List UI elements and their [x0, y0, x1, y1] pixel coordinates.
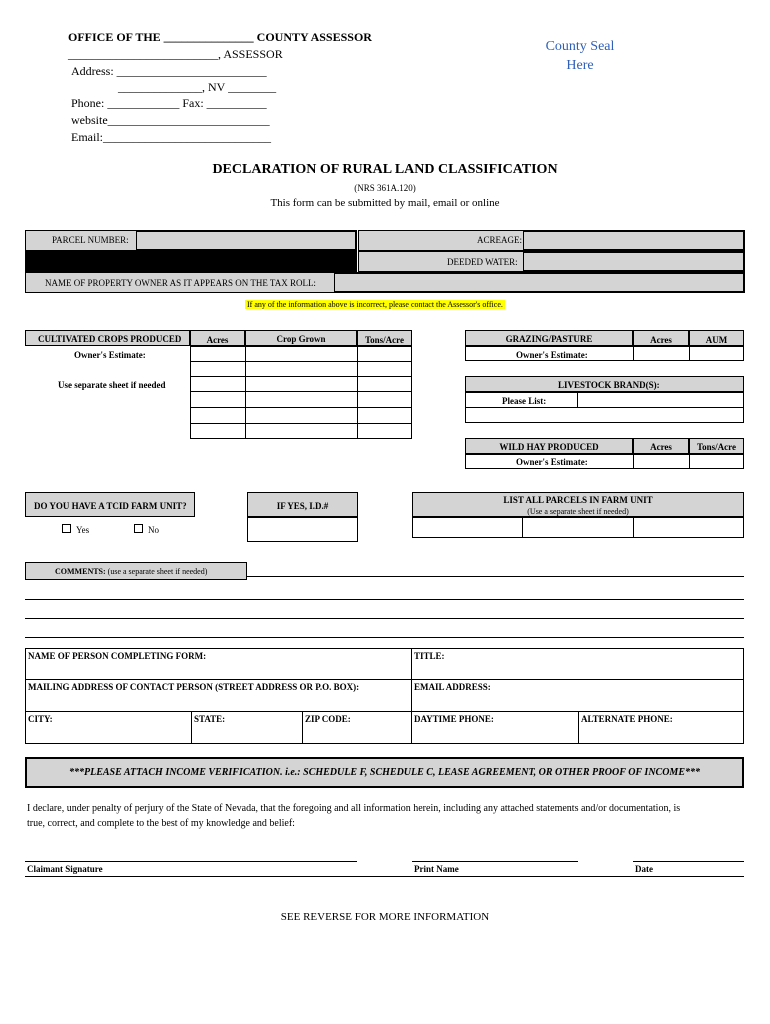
livestock-brand-input[interactable] [578, 393, 743, 406]
submission-note: This form can be submitted by mail, email or online [270, 197, 500, 209]
alternate-phone-label: ALTERNATE PHONE: [581, 714, 673, 724]
property-owner-label: NAME OF PROPERTY OWNER AS IT APPEARS ON THE TAX ROLL: [45, 278, 316, 288]
crops-tons-header: Tons/Acre [364, 335, 404, 345]
phone-fax-line: Phone: ____________ Fax: __________ [71, 96, 267, 110]
email-address-label: EMAIL ADDRESS: [414, 682, 491, 692]
livestock-header: LIVESTOCK BRAND(S): [558, 380, 660, 390]
tcid-id-input[interactable] [247, 517, 358, 542]
person-name-label: NAME OF PERSON COMPLETING FORM: [28, 651, 207, 661]
crop-grown-header: Crop Grown [276, 334, 326, 344]
county-seal-placeholder [520, 37, 640, 75]
tcid-no-label: No [148, 525, 159, 535]
daytime-phone-input[interactable] [413, 726, 576, 742]
incorrect-info-notice: If any of the information above is incorrect, please contact the Assessor's office. [247, 300, 503, 309]
claimant-signature-label: Claimant Signature [27, 864, 103, 874]
print-name-line[interactable] [412, 861, 578, 862]
seal-line-1: County Seal [545, 39, 615, 54]
tcid-yes-label: Yes [76, 525, 90, 535]
livestock-please-list: Please List: [502, 396, 547, 406]
claimant-signature-line[interactable] [25, 861, 357, 862]
title-label: TITLE: [414, 651, 445, 661]
date-label: Date [635, 864, 653, 874]
wildhay-tons-header: Tons/Acre [696, 442, 736, 452]
property-owner-input[interactable] [334, 273, 744, 292]
comment-line-1[interactable] [247, 576, 744, 577]
comments-label: COMMENTS: [55, 567, 106, 576]
parcel-number-input[interactable] [136, 231, 356, 250]
statute-reference: (NRS 361A.120) [354, 183, 416, 193]
assessor-name-line: _________________________, ASSESSOR [68, 47, 283, 61]
farm-parcel-input-3[interactable] [634, 518, 743, 537]
crops-separate-sheet: Use separate sheet if needed [58, 380, 166, 390]
wildhay-acres-input[interactable] [634, 455, 688, 468]
state-input[interactable] [193, 726, 300, 742]
grazing-owner-estimate: Owner's Estimate: [516, 350, 588, 360]
zip-input[interactable] [304, 726, 409, 742]
seal-line-2: Here [566, 58, 594, 73]
print-name-label: Print Name [414, 864, 459, 874]
declaration-line-2: true, correct, and complete to the best of my knowledge and belief: [27, 818, 295, 829]
city-label: CITY: [28, 714, 53, 724]
wildhay-acres-header: Acres [650, 442, 672, 452]
form-title: DECLARATION OF RURAL LAND CLASSIFICATION [212, 162, 558, 177]
address-line: Address: _________________________ [71, 64, 267, 78]
crops-tons-input-1[interactable] [358, 347, 411, 360]
declaration-line-1: I declare, under penalty of perjury of the State of Nevada, that the foregoing and all information herein, including any attached statements and/or documentation, is [27, 803, 681, 814]
city-input[interactable] [27, 726, 189, 742]
mailing-address-label: MAILING ADDRESS OF CONTACT PERSON (STREET ADDRESS OR P.O. BOX): [28, 682, 360, 692]
signature-divider [25, 876, 744, 877]
title-input[interactable] [413, 662, 742, 677]
tcid-id-label: IF YES, I.D.# [276, 501, 329, 511]
parcel-number-label: PARCEL NUMBER: [52, 235, 129, 245]
grazing-acres-header: Acres [650, 335, 672, 345]
wildhay-header: WILD HAY PRODUCED [499, 442, 599, 452]
daytime-phone-label: DAYTIME PHONE: [414, 714, 494, 724]
crops-acres-header: Acres [206, 335, 229, 345]
farm-parcel-input-2[interactable] [523, 518, 632, 537]
crops-owner-estimate: Owner's Estimate: [74, 350, 146, 360]
email-line: Email:____________________________ [71, 130, 271, 144]
comment-line-3[interactable] [25, 618, 744, 619]
see-reverse-footer: SEE REVERSE FOR MORE INFORMATION [280, 911, 490, 923]
wildhay-owner-estimate: Owner's Estimate: [516, 457, 588, 467]
comments-label-group [55, 567, 207, 576]
acreage-label: ACREAGE: [477, 235, 522, 245]
office-header: OFFICE OF THE _______________ COUNTY ASSESSOR [68, 30, 372, 44]
website-line: website___________________________ [71, 113, 270, 127]
mailing-address-input[interactable] [27, 694, 409, 709]
crops-acres-input-1[interactable] [191, 347, 244, 360]
comment-line-4[interactable] [25, 637, 744, 638]
date-line[interactable] [633, 861, 744, 862]
state-label: STATE: [194, 714, 226, 724]
wildhay-tons-input[interactable] [690, 455, 743, 468]
tcid-yes-checkbox[interactable] [62, 524, 71, 533]
comment-line-2[interactable] [25, 599, 744, 600]
owner-name-blackout [25, 251, 357, 272]
tcid-question: DO YOU HAVE A TCID FARM UNIT? [34, 501, 187, 511]
tcid-no-checkbox[interactable] [134, 524, 143, 533]
crop-grown-input-1[interactable] [246, 347, 356, 360]
email-address-input[interactable] [413, 694, 742, 709]
grazing-header: GRAZING/PASTURE [505, 334, 593, 344]
grazing-aum-input[interactable] [690, 347, 743, 360]
alternate-phone-input[interactable] [580, 726, 742, 742]
deeded-water-input[interactable] [523, 252, 744, 271]
income-notice: ***PLEASE ATTACH INCOME VERIFICATION. i.e.: SCHEDULE F, SCHEDULE C, LEASE AGREEMENT, OR OTHER PROOF OF INCOME*** [69, 767, 700, 778]
farm-parcel-input-1[interactable] [413, 518, 521, 537]
farm-parcels-header: LIST ALL PARCELS IN FARM UNIT [503, 495, 653, 505]
grazing-aum-header: AUM [705, 335, 728, 345]
zip-label: ZIP CODE: [305, 714, 351, 724]
acreage-input[interactable] [523, 231, 744, 250]
deeded-water-label: DEEDED WATER: [447, 257, 518, 267]
cultivated-crops-header: CULTIVATED CROPS PRODUCED [38, 334, 182, 344]
person-name-input[interactable] [27, 662, 409, 677]
grazing-acres-input[interactable] [634, 347, 688, 360]
farm-parcels-note: (Use a separate sheet if needed) [527, 507, 629, 516]
comments-note: (use a separate sheet if needed) [107, 567, 208, 576]
city-state-line: ______________, NV ________ [118, 80, 277, 94]
